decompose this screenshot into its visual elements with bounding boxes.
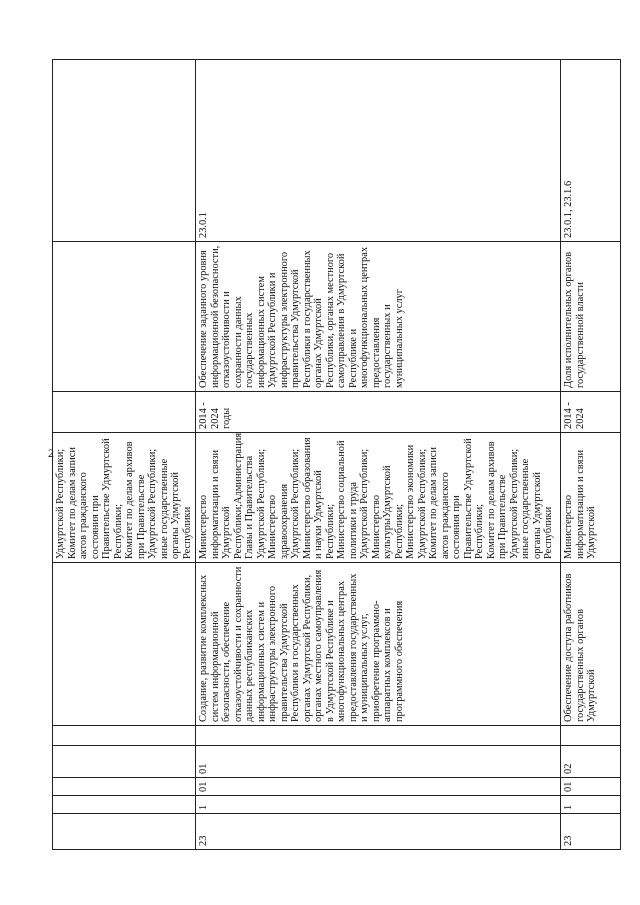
cell-program-code: 23: [561, 814, 621, 850]
table-row: [53, 60, 196, 850]
cell-subevent-code: [53, 726, 196, 746]
cell-term: 2014 - 2024: [561, 392, 621, 433]
table-row: [196, 60, 561, 850]
program-measures-table: [52, 59, 621, 850]
rotated-table-container: [52, 60, 612, 850]
cell-indicator-link: [53, 60, 196, 242]
cell-indicator-link: 23.0.1: [196, 60, 561, 242]
cell-event-name: Обеспечение доступа работников государственных органов Удмуртской: [561, 563, 621, 726]
cell-event-code: [53, 746, 196, 778]
cell-event-code: 01: [196, 746, 561, 778]
cell-expected-result: [53, 242, 196, 392]
cell-subprogram-code: 1: [196, 796, 561, 814]
cell-program-code: [53, 814, 196, 850]
cell-event-name: [53, 563, 196, 726]
cell-subprogram-code: 1: [561, 796, 621, 814]
cell-event-name: Создание, развитие комплексных систем информационной безопасности, обеспечение отказоустойчивости и сохранности данных республиканских информационных систем и инфраструктуры электронного правительства Удмуртской Республики в государственных органах Удмуртской Республики, органах местного самоуправления в Удмуртской Республике и многофункциональных центрах предоставления государственных и муниципальных услуг, приобретение программно-аппаратных комплексов и программного обеспечения: [196, 563, 561, 726]
cell-main-event-code: 01: [196, 778, 561, 796]
cell-responsible: Министерство информатизации и связи Удмуртской: [561, 433, 621, 563]
cell-term: [53, 392, 196, 433]
cell-subprogram-code: [53, 796, 196, 814]
table-row: [561, 60, 621, 850]
cell-main-event-code: 01: [561, 778, 621, 796]
cell-indicator-link: 23.0.1, 23.1.6: [561, 60, 621, 242]
cell-main-event-code: [53, 778, 196, 796]
page-number: 2: [48, 446, 54, 460]
cell-expected-result: Доля исполнительных органов государственной власти: [561, 242, 621, 392]
cell-program-code: 23: [196, 814, 561, 850]
cell-responsible: Удмуртской Республики; Комитет по делам записи актов гражданского состояния при Правительстве Удмуртской Республики; Комитет по делам архивов при Правительстве Удмуртской Республики; иные государственные органы Удмуртской Республики: [53, 433, 196, 563]
cell-event-code: 02: [561, 746, 621, 778]
cell-expected-result: Обеспечение заданного уровня информационной безопасности, отказоустойчивости и сохранности данных государственных информационных систем Удмуртской Республики и инфраструктуры электронного правительства Удмуртской Республики в государственных органах Удмуртской Республики, органах местного самоуправления в Удмуртской Республике и многофункциональных центрах предоставления государственных и муниципальных услуг: [196, 242, 561, 392]
cell-responsible: Министерство информатизации и связи Удмуртской Республики;Администрация Главы и Правительства Удмуртской Республики; Министерство здравоохранения Удмуртской Республики; Министерство образования и науки Удмуртской Республики; Министерство социальной политики и труда Удмуртской Республики; Министерство культурыУдмуртской Республики; Министерство экономики Удмуртской Республики; Комитет по делам записи актов гражданского состояния при Правительстве Удмуртской Республики; Комитет по делам архивов при Правительстве Удмуртской Республики; иные государственные органы Удмуртской Республики: [196, 433, 561, 563]
cell-subevent-code: [561, 726, 621, 746]
cell-subevent-code: [196, 726, 561, 746]
cell-term: 2014 - 2024 годы: [196, 392, 561, 433]
